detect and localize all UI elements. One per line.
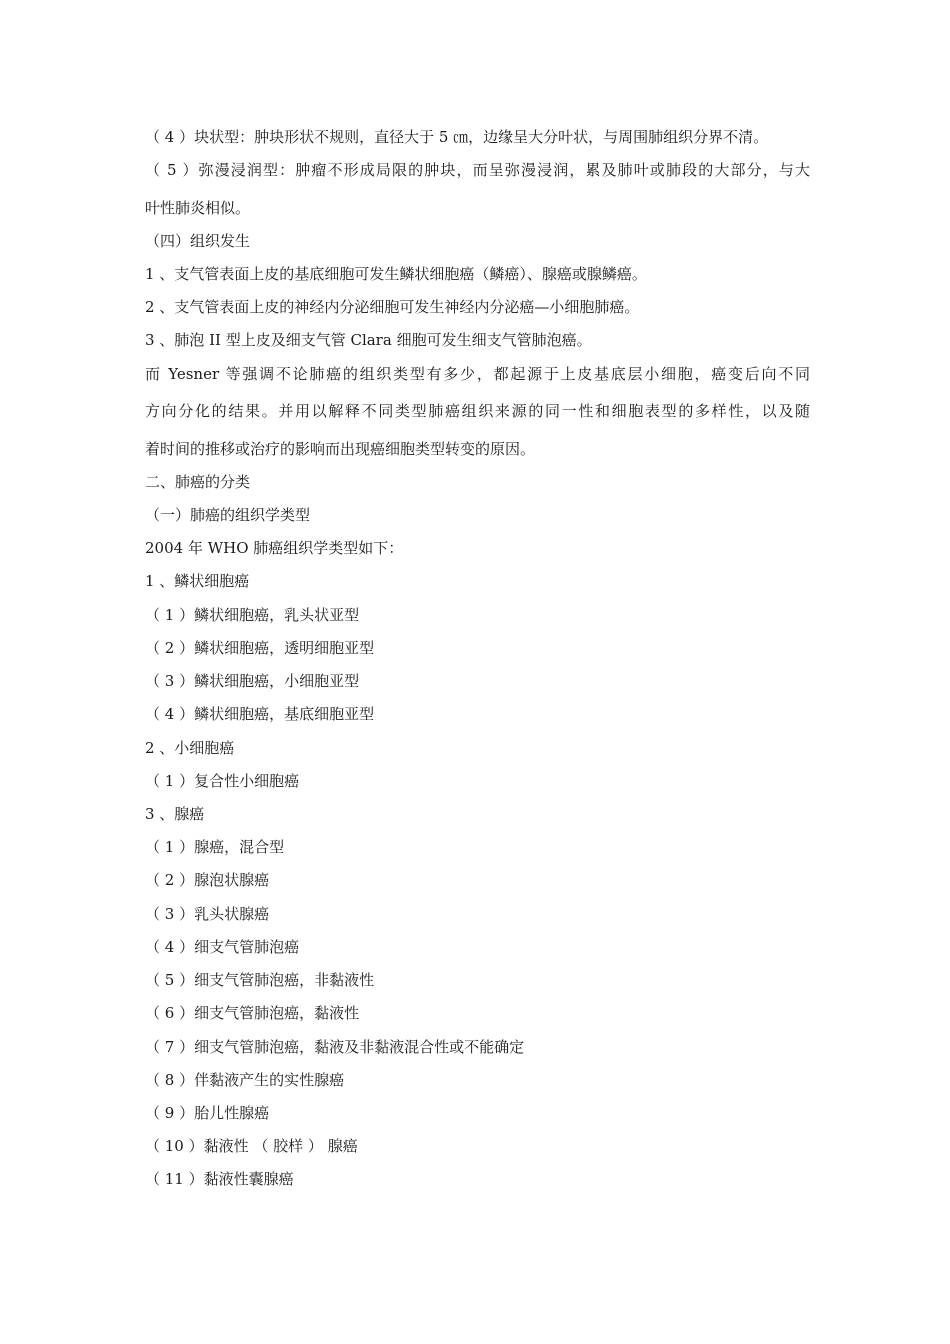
text-line: 着时间的推移或治疗的影响而出现癌细胞类型转变的原因。: [145, 440, 536, 458]
list-item: 2 、小细胞癌: [145, 739, 235, 757]
text-line: 2 、支气管表面上皮的神经内分泌细胞可发生神经内分泌癌—小细胞肺癌。: [145, 298, 640, 316]
list-item: （ 1 ）复合性小细胞癌: [145, 772, 300, 790]
list-item: （ 7 ）细支气管肺泡癌，黏液及非黏液混合性或不能确定: [145, 1038, 525, 1056]
text-line: 方向分化的结果。并用以解释不同类型肺癌组织来源的同一性和细胞表型的多样性，以及随: [145, 402, 810, 420]
list-item: （ 3 ）乳头状腺癌: [145, 905, 270, 923]
text-line: （ 5 ）弥漫浸润型：肿瘤不形成局限的肿块，而呈弥漫浸润，累及肺叶或肺段的大部分，与大: [145, 161, 810, 179]
list-item: （ 11 ）黏液性囊腺癌: [145, 1170, 294, 1188]
section-heading: （四）组织发生: [145, 232, 251, 250]
text-line: 2004 年 WHO 肺癌组织学类型如下：: [145, 539, 404, 557]
list-item: （ 8 ）伴黏液产生的实性腺癌: [145, 1071, 345, 1089]
list-item: （ 4 ）细支气管肺泡癌: [145, 938, 300, 956]
list-item: 1 、鳞状细胞癌: [145, 572, 250, 590]
list-item: （ 10 ）黏液性 （ 胶样 ） 腺癌: [145, 1137, 358, 1155]
text-line: （ 4 ）块状型：肿块形状不规则，直径大于 5 ㎝，边缘呈大分叶状，与周围肺组织分界不清。: [145, 128, 769, 146]
section-heading: 二、肺癌的分类: [145, 473, 251, 491]
text-line: 3 、肺泡 II 型上皮及细支气管 Clara 细胞可发生细支气管肺泡癌。: [145, 331, 592, 349]
list-item: （ 6 ）细支气管肺泡癌，黏液性: [145, 1004, 360, 1022]
text-line: 而 Yesner 等强调不论肺癌的组织类型有多少，都起源于上皮基底层小细胞，癌变后向不同: [145, 365, 810, 383]
list-item: （ 2 ）腺泡状腺癌: [145, 871, 270, 889]
list-item: （ 3 ）鳞状细胞癌，小细胞亚型: [145, 672, 360, 690]
section-heading: （一）肺癌的组织学类型: [145, 506, 311, 524]
text-line: 叶性肺炎相似。: [145, 199, 251, 217]
list-item: （ 1 ）鳞状细胞癌，乳头状亚型: [145, 606, 360, 624]
list-item: （ 9 ）胎儿性腺癌: [145, 1104, 270, 1122]
text-line: 1 、支气管表面上皮的基底细胞可发生鳞状细胞癌（鳞癌）、腺癌或腺鳞癌。: [145, 265, 647, 283]
list-item: （ 4 ）鳞状细胞癌，基底细胞亚型: [145, 705, 375, 723]
list-item: （ 1 ）腺癌，混合型: [145, 838, 285, 856]
list-item: （ 5 ）细支气管肺泡癌，非黏液性: [145, 971, 375, 989]
list-item: （ 2 ）鳞状细胞癌，透明细胞亚型: [145, 639, 375, 657]
list-item: 3 、腺癌: [145, 805, 205, 823]
